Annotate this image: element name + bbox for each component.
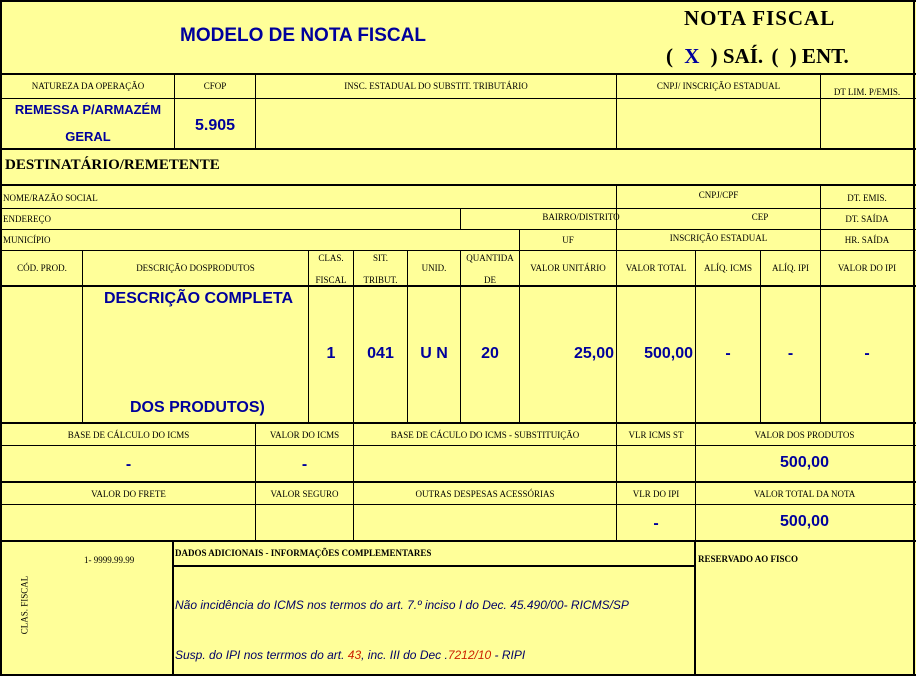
valor-total-nota-label: VALOR TOTAL DA NOTA (753, 489, 856, 499)
vlr-ipi-value: - (653, 515, 659, 532)
col-sit-2: TRIBUT. (363, 275, 398, 285)
saida-mark: X (684, 44, 700, 68)
col-aliq-icms: ALÍQ. ICMS (703, 263, 752, 273)
item-sit-tribut: 041 (367, 345, 394, 362)
cfop-label: CFOP (203, 81, 227, 91)
dt-lim-label: DT LIM. P/EMIS. (833, 87, 901, 97)
item-valor-unitario: 25,00 (573, 345, 614, 362)
col-clas-2: FISCAL (315, 275, 347, 285)
outras-despesas-label: OUTRAS DESPESAS ACESSÓRIAS (415, 489, 555, 499)
municipio-label: MUNICÍPIO (3, 235, 51, 245)
valor-produtos-label: VALOR DOS PRODUTOS (754, 430, 855, 440)
item-descricao-line1: DESCRIÇÃO COMPLETA (104, 290, 294, 307)
natureza-value-line1: REMESSA P/ARMAZÉM (14, 102, 162, 117)
valor-produtos-value: 500,00 (780, 454, 829, 471)
base-icms-st-label: BASE DE CÁCULO DO ICMS - SUBSTITUIÇÃO (390, 430, 580, 440)
valor-icms-label: VALOR DO ICMS (269, 430, 340, 440)
col-clas-1: CLAS. (318, 253, 344, 263)
hr-saida-label: HR. SAÍDA (844, 235, 890, 245)
valor-total-nota-value: 500,00 (780, 513, 829, 530)
insc-estadual-label: INSCRIÇÃO ESTADUAL (669, 233, 768, 243)
valor-frete-label: VALOR DO FRETE (91, 489, 166, 499)
item-unid: U N (420, 345, 448, 362)
item-clas-fiscal: 1 (326, 345, 336, 362)
item-aliq-icms: - (725, 345, 731, 362)
col-valor-unitario: VALOR UNITÁRIO (530, 263, 606, 273)
col-valor-ipi: VALOR DO IPI (837, 263, 897, 273)
doc-title: NOTA FISCAL (684, 6, 836, 30)
recipient-section-title: DESTINATÁRIO/REMETENTE (5, 157, 220, 173)
cnpj-cpf-label: CNPJ/CPF (698, 190, 739, 200)
item-quantidade: 20 (481, 345, 499, 362)
type-open-saida: ( (666, 44, 673, 68)
vlr-ipi-label: VLR DO IPI (632, 489, 680, 499)
valor-seguro-label: VALOR SEGURO (270, 489, 339, 499)
entrada-label: ) ENT. (789, 44, 849, 68)
item-descricao-line2: DOS PRODUTOS) (130, 399, 265, 416)
cep-label: CEP (751, 212, 769, 222)
reservado-label: RESERVADO AO FISCO (698, 554, 799, 564)
clas-fiscal-vertical-label: CLAS. FISCAL (19, 575, 30, 635)
col-qtd-1: QUANTIDA (466, 253, 514, 263)
uf-label: UF (562, 235, 574, 245)
col-sit-1: SIT. (372, 253, 389, 263)
dt-saida-label: DT. SAÍDA (845, 214, 889, 224)
endereco-label: ENDEREÇO (3, 214, 51, 224)
info-line-2-article: 43 (347, 648, 362, 662)
model-title: MODELO DE NOTA FISCAL (180, 25, 426, 46)
info-line-2-part-c: , inc. III do Dec . (361, 648, 448, 662)
insc-subst-label: INSC. ESTADUAL DO SUBSTIT. TRIBUTÁRIO (344, 81, 528, 91)
natureza-value-line2: GERAL (65, 129, 111, 144)
clas-fiscal-code: 1- 9999.99.99 (84, 555, 135, 565)
vlr-icms-st-label: VLR ICMS ST (628, 430, 684, 440)
natureza-label: NATUREZA DA OPERAÇÃO (31, 81, 145, 91)
col-descricao: DESCRIÇÃO DOSPRODUTOS (136, 263, 255, 273)
info-line-2-decree: 7212/10 (447, 648, 492, 662)
info-line-2-part-a: Susp. do IPI nos terrmos do art. (175, 648, 345, 662)
col-valor-total: VALOR TOTAL (625, 263, 687, 273)
bairro-label: BAIRRO/DISTRITO (542, 212, 620, 222)
col-cod-prod: CÓD. PROD. (17, 263, 67, 273)
dt-emis-label: DT. EMIS. (847, 193, 887, 203)
info-line-1: Não incidência do ICMS nos termos do art. 7.º inciso I do Dec. 45.490/00- RICMS/SP (175, 598, 629, 612)
col-aliq-ipi: ALÍQ. IPI (772, 263, 809, 273)
valor-icms-value: - (301, 456, 308, 473)
saida-label: ) SAÍ. (710, 44, 764, 68)
item-aliq-ipi: - (787, 345, 794, 362)
operation-type (666, 44, 849, 69)
base-icms-label: BASE DE CÁLCULO DO ICMS (67, 430, 190, 440)
info-line-2-part-e: - RIPI (491, 648, 526, 662)
cfop-value: 5.905 (194, 117, 236, 134)
cnpj-insc-label: CNPJ/ INSCRIÇÃO ESTADUAL (656, 81, 781, 91)
item-valor-total: 500,00 (644, 345, 693, 362)
nome-label: NOME/RAZÃO SOCIAL (3, 193, 98, 203)
info-line-2 (175, 648, 525, 662)
col-unid: UNID. (421, 263, 447, 273)
dados-adicionais-label: DADOS ADICIONAIS - INFORMAÇÕES COMPLEMENTARES (175, 548, 432, 558)
col-qtd-2: DE (484, 275, 496, 285)
item-valor-ipi: - (864, 345, 870, 362)
type-open-entrada: ( (771, 44, 779, 68)
base-icms-value: - (125, 456, 132, 473)
